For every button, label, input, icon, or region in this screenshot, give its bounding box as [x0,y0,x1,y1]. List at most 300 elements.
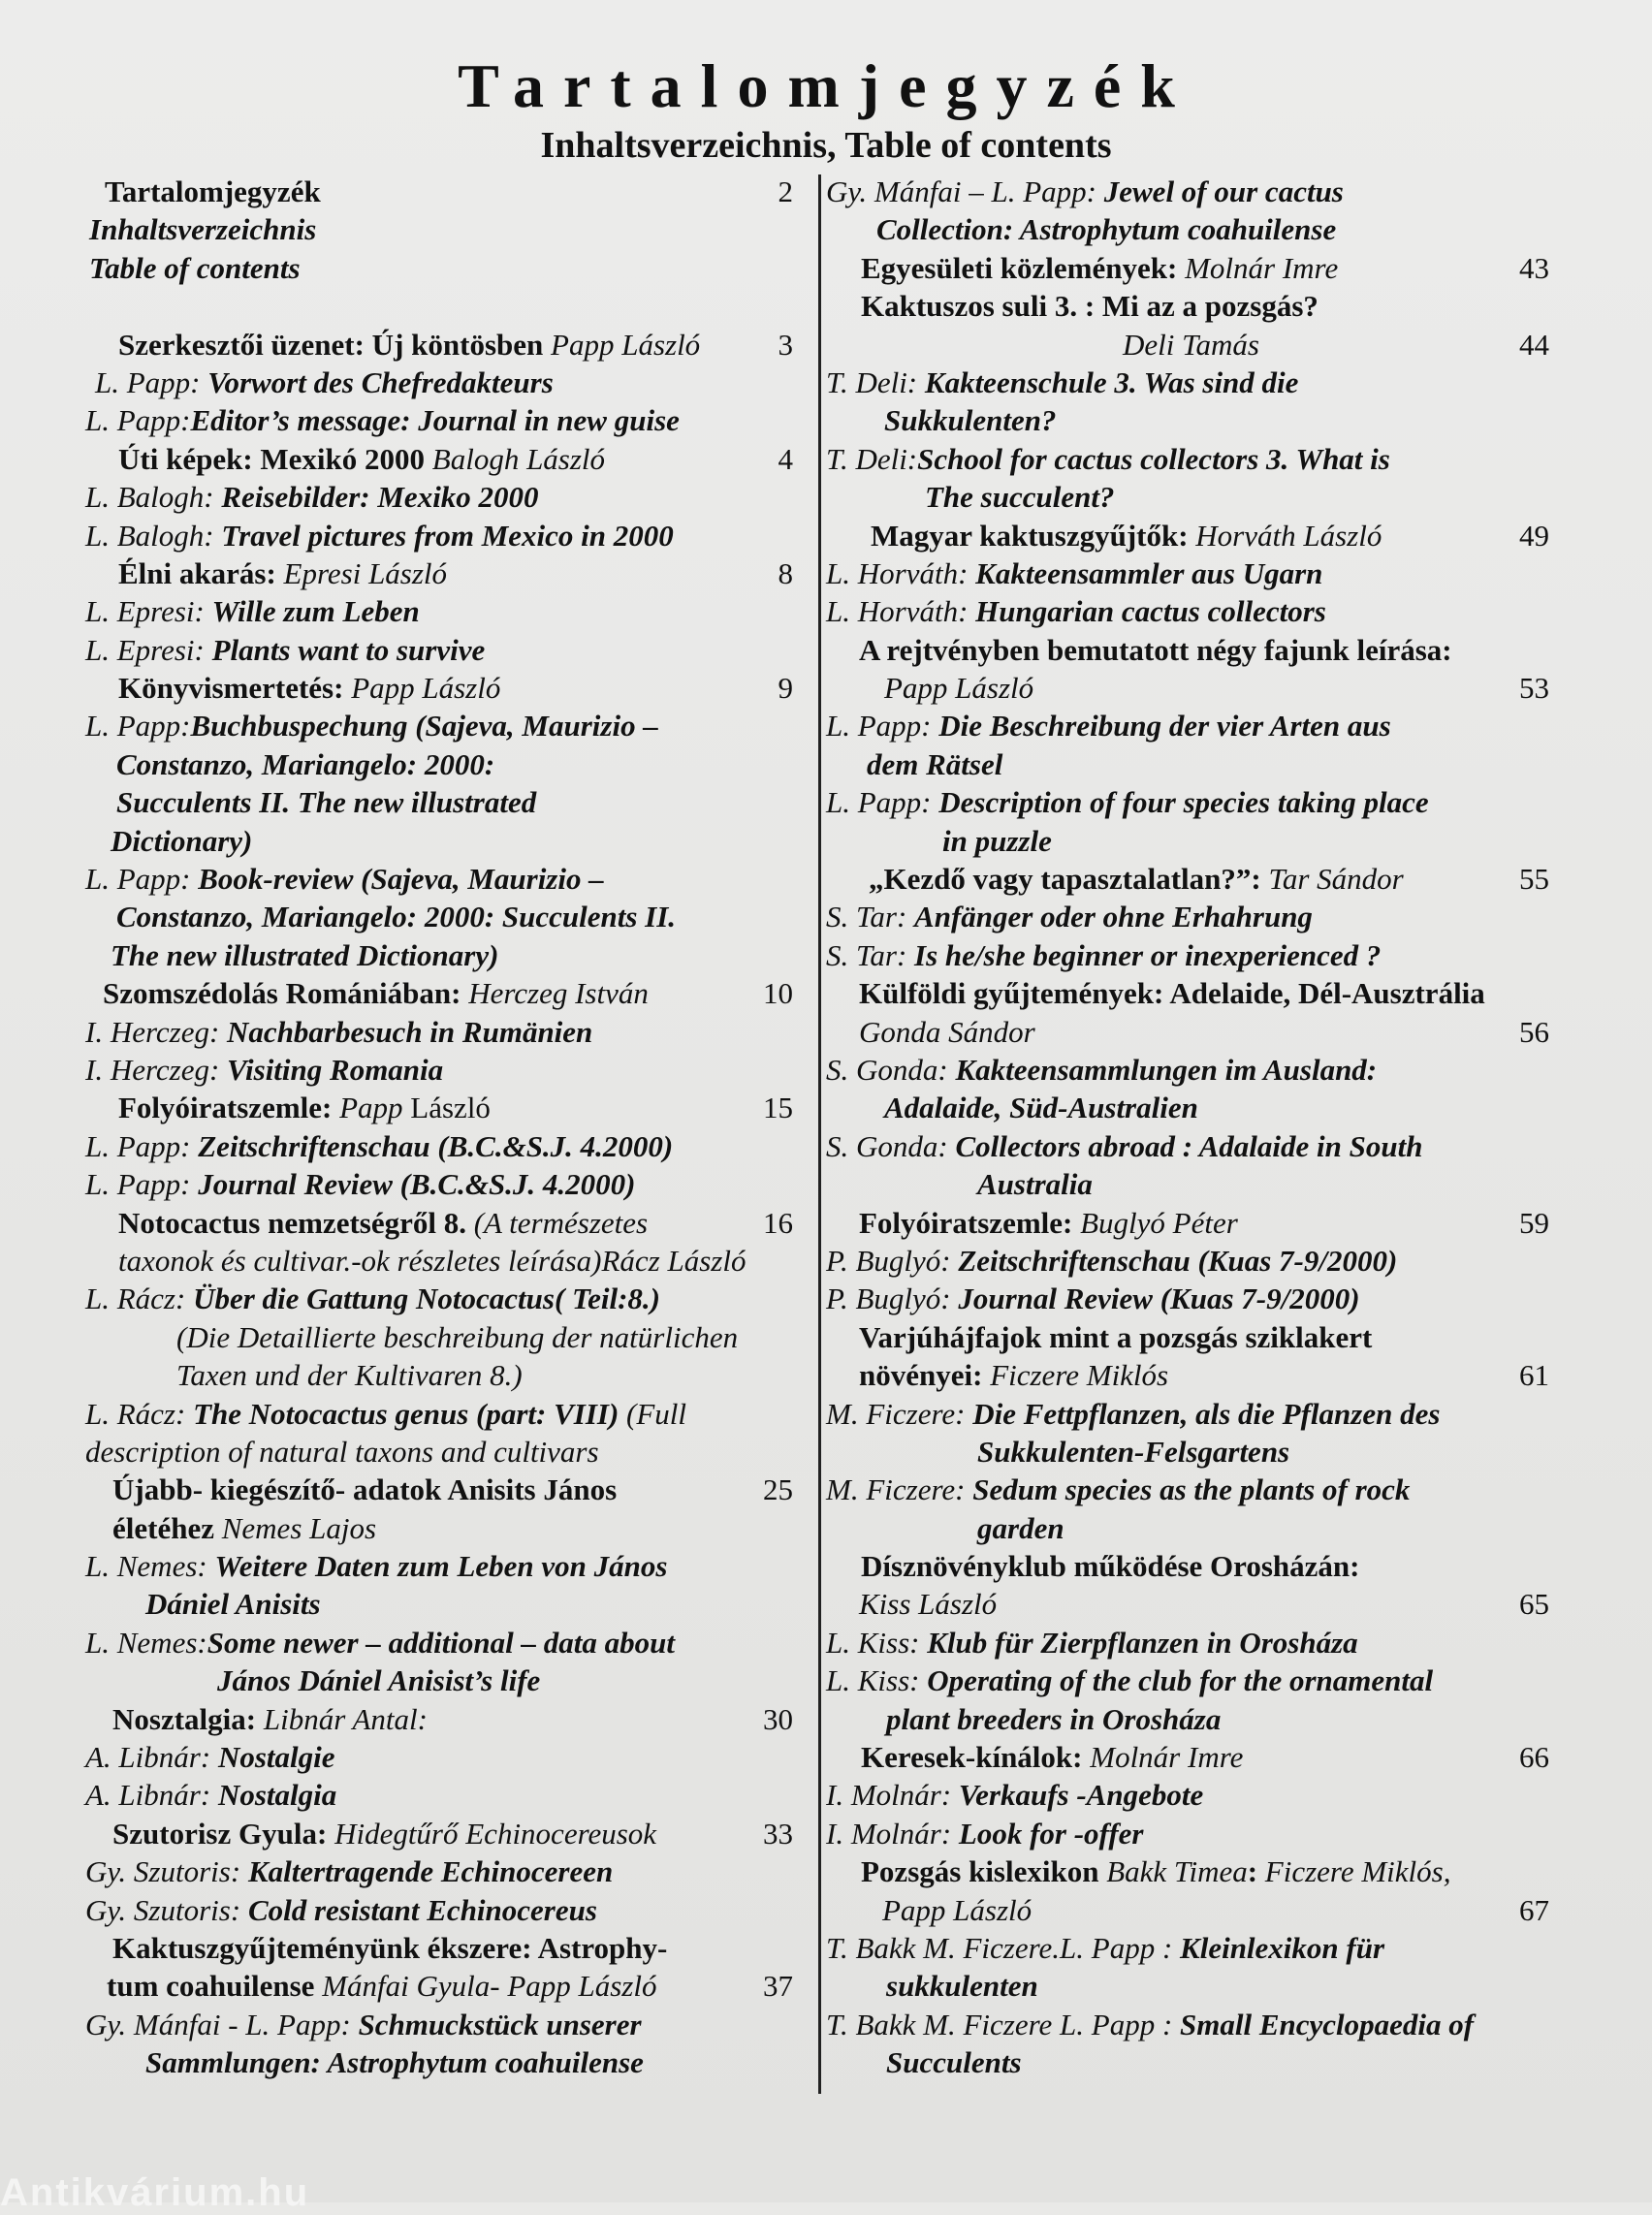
toc-line [85,1547,793,1585]
toc-line [85,936,793,974]
toc-line [85,1967,793,2005]
toc-entry [85,326,793,440]
toc-entry [85,1929,793,2082]
toc-text: Collectors abroad : Adalaide in South [955,1128,1423,1163]
toc-line [826,401,1555,439]
toc-text: Deli Tamás [1123,327,1259,362]
toc-text: Schmuckstück unserer [358,2007,642,2041]
toc-text: The succulent? [925,480,1115,515]
toc-text: Über die Gattung Notocactus( Teil:8.) [193,1282,660,1316]
toc-line [85,2043,793,2081]
toc-line [826,1891,1555,1929]
toc-text: Collection: Astrophytum coahuilense [876,212,1337,247]
toc-text: A. Libnár: [85,1778,218,1813]
page-subtitle: Inhaltsverzeichnis, Table of contents [540,125,1112,166]
page-number: 67 [1519,1892,1549,1927]
toc-line [85,249,793,287]
toc-text: Notocactus nemzetségről 8. [118,1205,474,1240]
toc-text: Balogh László [431,441,606,476]
toc-line [85,592,793,630]
toc-text: Papp [339,1091,411,1125]
toc-line [85,1356,793,1394]
toc-text: Travel pictures from Mexico in 2000 [221,518,674,553]
toc-line [826,669,1555,707]
toc-text: Szerkesztői üzenet: Új köntösben [118,327,552,362]
toc-text: Book-review (Sajeva, Maurizio – [198,862,604,897]
toc-entry [826,631,1555,860]
toc-text: Inhaltsverzeichnis [89,212,317,247]
toc-text: Molnár Imre [1185,250,1339,285]
toc-text: L. Papp: [85,1128,199,1163]
toc-line [826,1356,1555,1394]
toc-line [826,860,1555,898]
toc-line [85,1815,793,1852]
toc-line [85,1280,793,1317]
toc-text: Kakteensammlungen im Ausland: [955,1052,1378,1087]
toc-line [826,249,1555,287]
toc-text: Sammlungen: Astrophytum coahuilense [145,2045,644,2080]
toc-text: Nachbarbesuch in Rumänien [227,1014,593,1049]
toc-text: Verkaufs -Angebote [958,1778,1204,1813]
toc-line [826,517,1555,554]
toc-line [85,2006,793,2043]
toc-text: Table of contents [89,250,301,285]
toc-text: Kakteensammler aus Ugarn [975,555,1323,590]
toc-entry [826,1318,1555,1547]
toc-line [85,1165,793,1203]
toc-line [826,1852,1555,1890]
toc-text: I. Herczeg: [85,1052,228,1087]
toc-text: S. Tar: [826,900,915,934]
toc-line [85,1242,793,1280]
toc-line [85,1852,793,1890]
toc-line [826,1089,1555,1126]
toc-text: P. Buglyó: [826,1282,959,1316]
toc-text: Dísznövényklub működése Orosházán: [861,1549,1360,1584]
toc-text: L. Kiss: [826,1663,928,1698]
toc-line [826,1585,1555,1623]
column-divider [818,174,821,2094]
toc-entry [85,554,793,669]
toc-text: Australia [977,1167,1093,1202]
toc-text: L. Horváth: [826,555,976,590]
toc-text: Zeitschriftenschau (Kuas 7-9/2000) [958,1243,1398,1278]
toc-text: Papp László [884,671,1034,706]
toc-text: L. Horváth: [826,594,976,629]
toc-text: Molnár Imre [1090,1740,1244,1775]
toc-entry [85,173,793,326]
toc-line [85,1204,793,1242]
toc-entry [85,1700,793,1815]
toc-line [826,1547,1555,1585]
toc-entry [85,1089,793,1203]
toc-text: Sukkulenten? [884,403,1057,438]
toc-line [85,1433,793,1471]
page-number: 56 [1519,1014,1549,1049]
toc-text: Zeitschriftenschau (B.C.&S.J. 4.2000) [198,1128,674,1163]
toc-text: L. Rácz: [85,1396,194,1431]
toc-text: Keresek-kínálok: [861,1740,1091,1775]
toc-line [826,1318,1555,1356]
toc-line [85,173,793,210]
toc-left-column [85,173,793,2082]
toc-text: Klub für Zierpflanzen in Orosháza [927,1625,1358,1660]
toc-line [826,974,1555,1012]
toc-text: Kaktuszgyűjteményünk ékszere: Astrophy- [112,1930,668,1965]
toc-line [85,401,793,439]
toc-text: (Full [619,1396,687,1431]
page-number: 66 [1519,1740,1549,1775]
toc-text: Buchbuspechung (Sajeva, Maurizio – [190,709,658,744]
toc-line [85,364,793,401]
toc-entry [85,1471,793,1699]
toc-line [826,1127,1555,1165]
toc-text: L. Papp: [85,1167,199,1202]
toc-entry [826,1852,1555,2081]
toc-text: Gy. Mánfai – L. Papp: [826,174,1104,208]
toc-text: L. Kiss: [826,1625,928,1660]
toc-text: Hidegtűrő Echinocereusok [334,1816,657,1851]
toc-line [826,287,1555,325]
page-number: 16 [763,1205,793,1240]
page-number: 55 [1519,862,1549,897]
toc-line [826,210,1555,248]
toc-text: P. Buglyó: [826,1243,959,1278]
toc-line [826,1471,1555,1508]
toc-text: S. Gonda: [826,1052,956,1087]
toc-line [85,898,793,935]
toc-text: Anfänger oder ohne Erhahrung [914,900,1313,934]
toc-text: L. Rácz: [85,1282,194,1316]
toc-text: garden [977,1510,1064,1545]
toc-text: L. Papp: [85,709,191,744]
toc-line [85,1395,793,1433]
page-number: 15 [763,1091,793,1125]
toc-line [826,1967,1555,2005]
toc-text: Taxen und der Kultivaren 8.) [176,1358,523,1393]
toc-text: Look for -offer [958,1816,1144,1851]
toc-text: Die Beschreibung der vier Arten aus [938,709,1391,744]
page-number: 61 [1519,1358,1549,1393]
toc-text: Cold resistant Echinocereus [247,1892,597,1927]
toc-line [826,1815,1555,1852]
toc-text: János Dániel Anisist’s life [217,1663,541,1698]
toc-text: Nemes Lajos [221,1510,377,1545]
toc-entry [826,173,1555,249]
toc-line [85,1318,793,1356]
toc-text: tum coahuilense [107,1969,323,2004]
toc-text: Plants want to survive [211,632,486,667]
toc-text: Sedum species as the plants of rock [972,1472,1411,1507]
toc-line [826,783,1555,821]
toc-text: Editor’s message: Journal in new guise [190,403,680,438]
toc-text: L. Epresi: [85,594,212,629]
toc-line [826,478,1555,516]
toc-text: A rejtvényben bemutatott négy fajunk leírása: [859,632,1452,667]
toc-line [85,210,793,248]
toc-text: Dictionary) [111,823,253,858]
toc-text: Adalaide, Süd-Australien [884,1091,1198,1125]
toc-text: Kleinlexikon für [1180,1930,1385,1965]
toc-entry [826,287,1555,516]
toc-text: Papp László [551,327,701,362]
toc-text: : [1247,1854,1265,1889]
toc-text: Egyesületi közlemények: [861,250,1186,285]
toc-text: életéhez [112,1510,222,1545]
page-number: 9 [778,671,793,706]
page-number: 65 [1519,1587,1549,1622]
toc-line [826,554,1555,592]
page-number: 33 [763,1816,793,1851]
toc-text: L. Nemes: [85,1625,207,1660]
toc-text: T. Bakk M. Ficzere L. Papp : [826,2007,1181,2041]
toc-text: description of natural taxons and cultivars [85,1434,599,1469]
toc-line [826,326,1555,364]
toc-text: Horváth László [1195,518,1382,553]
toc-text: Weitere Daten zum Leben von János [214,1549,668,1584]
toc-text: (Die Detaillierte beschreibung der natürlichen [176,1319,739,1354]
toc-entry [85,974,793,1089]
toc-text: Élni akarás: [118,555,284,590]
page-number: 44 [1519,327,1549,362]
toc-text: Ficzere Miklós, [1264,1854,1451,1889]
toc-text: L. Nemes: [85,1549,215,1584]
toc-line [85,1585,793,1623]
toc-entry [85,1204,793,1471]
toc-text: Tar Sándor [1268,862,1404,897]
toc-line [85,1051,793,1089]
toc-entry [85,1815,793,1929]
toc-text: L. Epresi: [85,632,212,667]
toc-line [826,1433,1555,1471]
toc-entry [826,1204,1555,1318]
toc-text: Herczeg István [468,976,649,1011]
toc-entry [826,517,1555,631]
toc-text: Könyvismertetés: [118,671,352,706]
toc-text: Visiting Romania [227,1052,444,1087]
toc-line [826,1242,1555,1280]
toc-text: Journal Review (Kuas 7-9/2000) [958,1282,1360,1316]
toc-text: sukkulenten [886,1969,1038,2004]
toc-line [85,1891,793,1929]
toc-text: Varjúhájfajok mint a pozsgás sziklakert [859,1319,1373,1354]
toc-text: Papp László [351,671,501,706]
toc-line [85,517,793,554]
toc-text: növényei: [859,1358,991,1393]
toc-text: László [410,1091,491,1125]
toc-text: Gy. Szutoris: [85,1854,248,1889]
toc-line [826,898,1555,935]
toc-text: I. Molnár: [826,1778,959,1813]
toc-right-column [826,173,1555,2082]
toc-text: „Kezdő vagy tapasztalatlan?”: [869,862,1269,897]
toc-text: Dániel Anisits [145,1587,321,1622]
toc-text: Nosztalgia: [112,1701,264,1736]
toc-line [826,1395,1555,1433]
toc-line [826,440,1555,478]
toc-text: Külföldi gyűjtemények: Adelaide, Dél-Ausztrália [859,976,1485,1011]
page-number: 10 [763,976,793,1011]
page-number: 2 [778,174,793,208]
page-number: 4 [778,441,793,476]
toc-text: Wille zum Leben [211,594,420,629]
toc-line [85,631,793,669]
toc-text: Gonda Sándor [859,1014,1035,1049]
toc-line [826,1204,1555,1242]
toc-line [85,1127,793,1165]
toc-line [85,287,793,325]
toc-text: Magyar kaktuszgyűjtők: [871,518,1196,553]
toc-line [826,1509,1555,1547]
toc-text: Gy. Szutoris: [85,1892,248,1927]
toc-line [85,974,793,1012]
toc-text: I. Herczeg: [85,1014,228,1049]
page-number: 37 [763,1969,793,2004]
toc-text: Reisebilder: Mexiko 2000 [221,480,539,515]
toc-line [85,1089,793,1126]
toc-text: Operating of the club for the ornamental [927,1663,1434,1698]
toc-text: Úti képek: Mexikó 2000 [118,441,432,476]
toc-text: S. Tar: [826,937,915,972]
toc-text: Is he/she beginner or inexperienced ? [914,937,1382,972]
toc-text: Mánfai Gyula- Papp László [322,1969,657,2004]
toc-text: T. Bakk M. Ficzere.L. Papp : [826,1930,1181,1965]
toc-line [85,707,793,744]
toc-line [85,1471,793,1508]
toc-text: L. Papp: [95,364,208,399]
toc-text: Nostalgia [217,1778,337,1813]
toc-text: S. Gonda: [826,1128,956,1163]
toc-line [826,1013,1555,1051]
toc-line [85,669,793,707]
toc-line [826,173,1555,210]
toc-text: Description of four species taking place [938,785,1429,820]
toc-entry [826,1547,1555,1738]
toc-text: Constanzo, Mariangelo: 2000: Succulents II. [116,900,677,934]
toc-line [826,1624,1555,1661]
toc-line [826,592,1555,630]
page-number: 30 [763,1701,793,1736]
toc-text: in puzzle [942,823,1052,858]
toc-text: Kaktuszos suli 3. : Mi az a pozsgás? [861,289,1318,324]
toc-text: T. Deli: [826,441,918,476]
toc-line [826,822,1555,860]
toc-line [85,478,793,516]
toc-text: plant breeders in Orosháza [886,1701,1222,1736]
toc-text: Some newer – additional – data about [206,1625,675,1660]
page-number: 25 [763,1472,793,1507]
toc-entry [826,974,1555,1203]
toc-text: L. Papp: [85,403,191,438]
toc-text: Vorwort des Chefredakteurs [207,364,554,399]
toc-line [826,1929,1555,1967]
toc-text: Succulents II. The new illustrated [116,785,537,820]
toc-line [826,936,1555,974]
toc-line [826,364,1555,401]
toc-line [826,1051,1555,1089]
toc-line [85,745,793,783]
toc-text: Újabb- kiegészítő- adatok Anisits János [112,1472,618,1507]
toc-text: (A természetes [473,1205,649,1240]
toc-entry [85,440,793,554]
toc-text: The new illustrated Dictionary) [111,937,499,972]
toc-text: Folyóiratszemle: [859,1205,1081,1240]
toc-text: L. Balogh: [85,518,222,553]
page-number: 8 [778,555,793,590]
toc-text: Succulents [886,2045,1022,2080]
page-number: 53 [1519,671,1549,706]
page-number: 3 [778,327,793,362]
toc-line [85,554,793,592]
toc-line [85,822,793,860]
toc-entry [826,860,1555,974]
toc-text: Kaltertragende Echinocereen [247,1854,614,1889]
toc-line [826,707,1555,744]
toc-text: Papp László [882,1892,1032,1927]
toc-text: Kakteenschule 3. Was sind die [924,364,1299,399]
toc-text: Small Encyclopaedia of [1180,2007,1475,2041]
toc-text: Nostalgie [217,1740,335,1775]
toc-text: Bakk Timea [1106,1854,1248,1889]
toc-line [85,326,793,364]
toc-text: Sukkulenten-Felsgartens [977,1434,1290,1469]
toc-text: Hungarian cactus collectors [975,594,1326,629]
toc-entry [85,669,793,974]
toc-line [826,631,1555,669]
toc-line [85,1661,793,1699]
toc-text: M. Ficzere: [826,1396,973,1431]
toc-entry [826,1738,1555,1852]
toc-text: I. Molnár: [826,1816,959,1851]
toc-text: School for cactus collectors 3. What is [917,441,1390,476]
toc-text: Pozsgás kislexikon [861,1854,1107,1889]
toc-text: L. Balogh: [85,480,222,515]
toc-line [826,1776,1555,1814]
toc-text: Epresi László [283,555,448,590]
toc-line [85,1776,793,1814]
toc-line [85,1624,793,1661]
toc-text: Folyóiratszemle: [118,1091,340,1125]
toc-text: L. Papp: [85,862,199,897]
toc-text: Gy. Mánfai - L. Papp: [85,2007,359,2041]
toc-text: Constanzo, Mariangelo: 2000: [116,746,495,781]
toc-text: Die Fettpflanzen, als die Pflanzen des [972,1396,1441,1431]
toc-line [85,440,793,478]
toc-line [85,783,793,821]
toc-text: Szutorisz Gyula: [112,1816,335,1851]
toc-text: dem Rätsel [867,746,1003,781]
watermark: Antikvárium.hu [0,2171,310,2214]
page-number: 49 [1519,518,1549,553]
toc-line [85,1738,793,1776]
toc-text: Journal Review (B.C.&S.J. 4.2000) [198,1167,636,1202]
toc-text: Kiss László [859,1587,998,1622]
toc-text: Libnár Antal: [263,1701,428,1736]
toc-text: taxonok és cultivar.-ok részletes leírása)Rácz László [118,1243,747,1278]
page-number: 59 [1519,1205,1549,1240]
page-number: 43 [1519,250,1549,285]
toc-text: T. Deli: [826,364,925,399]
toc-line [826,1165,1555,1203]
toc-entry [826,249,1555,287]
page-title: Tartalomjegyzék [458,51,1194,120]
toc-text: A. Libnár: [85,1740,218,1775]
toc-line [85,1929,793,1967]
toc-line [826,2043,1555,2081]
toc-text: M. Ficzere: [826,1472,973,1507]
toc-line [85,1509,793,1547]
toc-text: The Notocactus genus (part: VIII) [193,1396,620,1431]
